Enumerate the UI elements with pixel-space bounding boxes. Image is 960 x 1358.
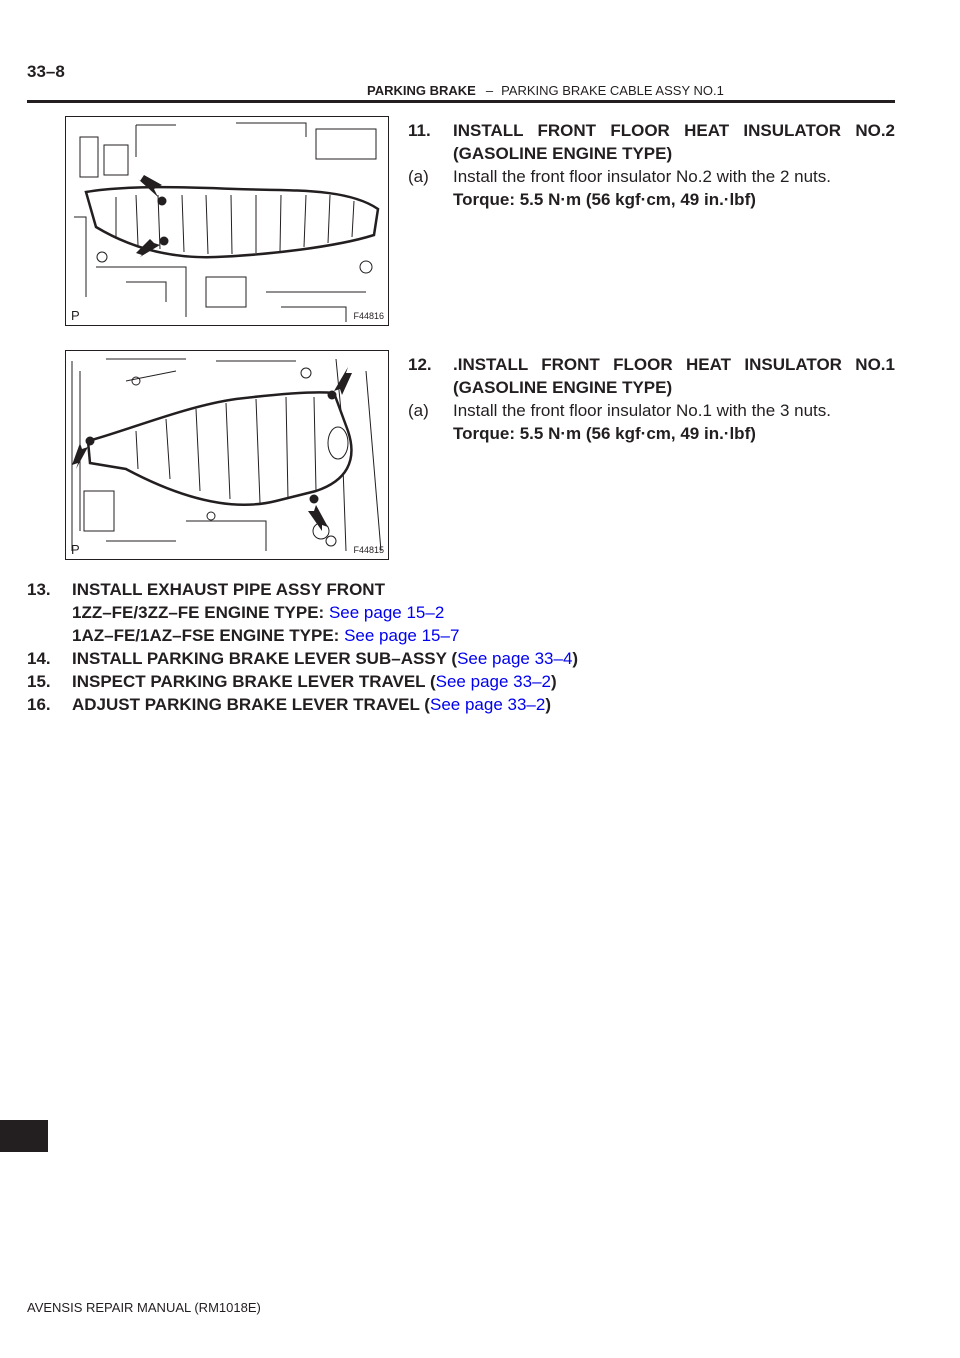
substep-label: (a) [408,167,429,186]
figure-heat-insulator-no2 [65,116,389,326]
step-title: INSTALL EXHAUST PIPE ASSY FRONT [72,580,385,599]
step-title: ADJUST PARKING BRAKE LEVER TRAVEL ( [72,695,430,714]
substep-label: (a) [408,401,429,420]
substep-text: Install the front floor insulator No.1 with the 3 nuts. [453,401,831,420]
figure-code: F44816 [353,311,384,321]
step-title: INSPECT PARKING BRAKE LEVER TRAVEL ( [72,672,436,691]
step-12-title [408,354,895,376]
step-11-title [408,120,895,142]
header-rule [27,100,895,103]
step-12-substep-a [408,400,831,422]
footer-manual-title: AVENSIS REPAIR MANUAL (RM1018E) [27,1300,261,1315]
insulator-no1-illustration [66,351,388,559]
step-number: 14. [27,649,51,668]
step-number: 15. [27,672,51,691]
see-page-15-7-link[interactable]: See page 15–7 [344,626,460,645]
closing-paren: ) [550,672,557,691]
step-11-substep-a [408,166,831,188]
step-title: .INSTALL FRONT FLOOR HEAT INSULATOR NO.1 [453,355,895,374]
figure-marker: P [71,308,80,323]
step-16 [27,694,551,716]
see-page-33-2-link[interactable]: See page 33–2 [435,672,551,691]
figure-heat-insulator-no1 [65,350,389,560]
step-number: 12. [408,355,432,374]
engine-type-label: 1ZZ–FE/3ZZ–FE ENGINE TYPE: [72,603,329,622]
step-13-line-1 [27,602,444,624]
figure-marker: P [71,542,80,557]
step-11-torque: Torque: 5.5 N·m (56 kgf·cm, 49 in.·lbf) [453,190,756,209]
figure-code: F44815 [353,545,384,555]
header-subsection: PARKING BRAKE CABLE ASSY NO.1 [501,83,724,98]
step-13-line-2 [27,625,459,647]
substep-text: Install the front floor insulator No.2 with the 2 nuts. [453,167,831,186]
step-number: 16. [27,695,51,714]
step-title: INSTALL PARKING BRAKE LEVER SUB–ASSY ( [72,649,458,668]
step-number: 13. [27,580,51,599]
insulator-no2-illustration [66,117,388,325]
closing-paren: ) [572,649,579,668]
see-page-33-2-link[interactable]: See page 33–2 [429,695,546,714]
header-section: PARKING BRAKE [367,83,476,98]
step-11-title-cont: (GASOLINE ENGINE TYPE) [453,144,673,163]
step-13-title [27,579,385,601]
page-number: 33–8 [27,62,65,81]
engine-type-label: 1AZ–FE/1AZ–FSE ENGINE TYPE: [72,626,345,645]
see-page-33-4-link[interactable]: See page 33–4 [457,649,573,668]
step-12-title-cont: (GASOLINE ENGINE TYPE) [453,378,673,397]
step-title: INSTALL FRONT FLOOR HEAT INSULATOR NO.2 [453,121,895,140]
header-separator: – [485,83,494,98]
step-14 [27,648,578,670]
section-tab-marker [0,1120,48,1152]
step-12-torque: Torque: 5.5 N·m (56 kgf·cm, 49 in.·lbf) [453,424,756,443]
step-number: 11. [408,121,431,140]
step-15 [27,671,557,693]
header-title [367,83,724,98]
closing-paren: ) [545,695,551,714]
see-page-15-2-link[interactable]: See page 15–2 [328,603,445,622]
